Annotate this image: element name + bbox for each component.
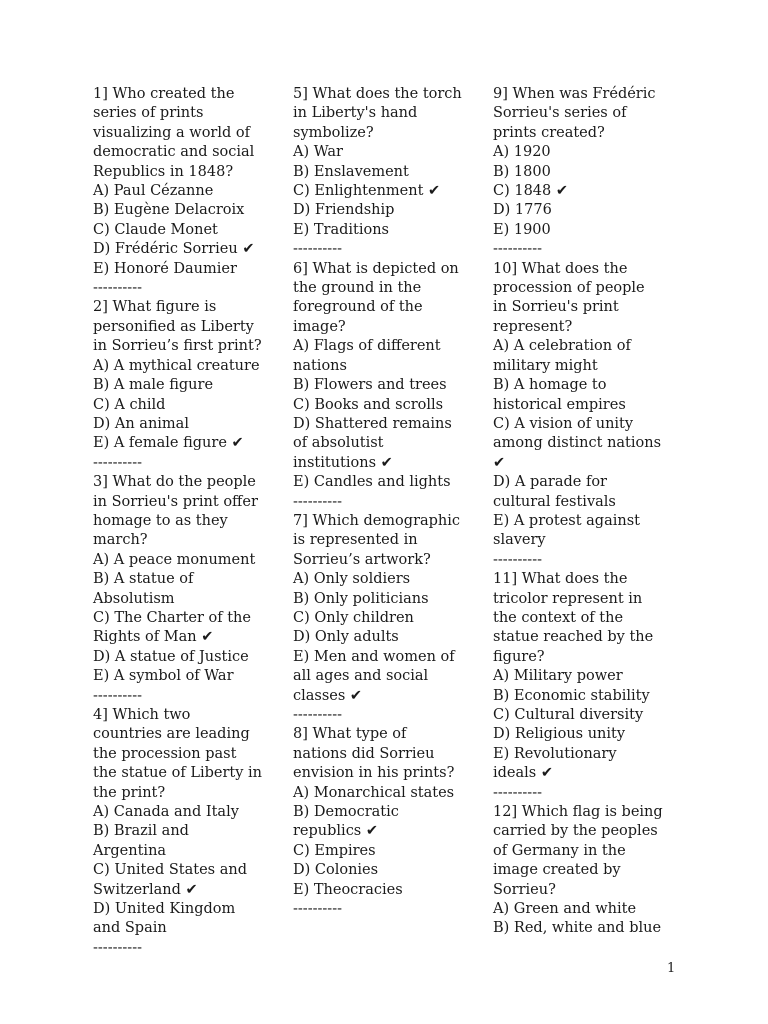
- answer-option: B) Brazil and Argentina: [93, 823, 189, 859]
- answer-option: D) A parade for cultural festivals: [493, 474, 616, 510]
- answer-option: B) Only politicians: [293, 590, 429, 607]
- column-3: [493, 85, 693, 958]
- answer-option: E) 1900: [493, 221, 551, 238]
- answer-option: A) Flags of different nations: [293, 338, 441, 374]
- question-text: 2] What figure is personified as Liberty in Sorrieu’s first print?: [93, 299, 262, 355]
- question-separator: ----------: [93, 939, 142, 956]
- answer-option: A) 1920: [493, 144, 551, 161]
- answer-option: C) The Charter of the Rights of Man ✔: [93, 609, 251, 646]
- question-text: 7] Which demographic is represented in Sorrieu’s artwork?: [293, 512, 461, 568]
- question-text: 3] What do the people in Sorrieu's print offer homage to as they march?: [93, 474, 258, 549]
- answer-option: E) A symbol of War: [93, 668, 234, 685]
- column-2: [293, 85, 493, 958]
- quiz-page-body: [93, 85, 693, 958]
- answer-option: D) United Kingdom and Spain: [93, 901, 236, 937]
- answer-option: C) United States and Switzerland ✔: [93, 862, 247, 898]
- answer-option: A) Canada and Italy: [93, 804, 239, 821]
- answer-option: E) Men and women of all ages and social classes ✔: [293, 648, 455, 704]
- question-text: 5] What does the torch in Liberty's hand symbolize?: [293, 86, 462, 141]
- question-text: 8] What type of nations did Sorrieu envision in his prints?: [293, 726, 455, 782]
- answer-option: A) Monarchical states: [293, 784, 455, 801]
- answer-option: E) A protest against slavery: [493, 512, 640, 549]
- answer-option: B) A male figure: [93, 377, 214, 394]
- question-separator: ----------: [93, 280, 142, 297]
- answer-option: E) Candles and lights: [293, 474, 451, 491]
- answer-option: D) An animal: [93, 415, 189, 432]
- page-number: 1: [667, 961, 676, 976]
- answer-option: B) Red, white and blue: [493, 920, 662, 937]
- answer-option: B) Flowers and trees: [293, 377, 447, 394]
- answer-option: C) Only children: [293, 609, 414, 626]
- answer-option: E) A female figure ✔: [93, 435, 244, 452]
- question-text: 10] What does the procession of people in Sorrieu's print represent?: [493, 260, 645, 335]
- answer-option: D) Religious unity: [493, 726, 626, 743]
- column-1: [93, 85, 293, 958]
- answer-option: B) 1800: [493, 163, 551, 180]
- question-separator: ----------: [93, 687, 142, 704]
- answer-option: D) Only adults: [293, 629, 399, 646]
- answer-option: C) Enlightenment ✔: [293, 183, 441, 200]
- answer-option: D) 1776: [493, 202, 552, 219]
- question-text: 12] Which flag is being carried by the peoples of Germany in the image created by Sorrieu?: [493, 804, 663, 898]
- answer-option: D) Shattered remains of absolutist institutions ✔: [293, 415, 452, 471]
- answer-option: C) Claude Monet: [93, 221, 218, 238]
- answer-option: D) Frédéric Sorrieu ✔: [93, 241, 255, 258]
- answer-option: C) Cultural diversity: [493, 707, 644, 723]
- question-text: 9] When was Frédéric Sorrieu's series of prints created?: [493, 86, 656, 141]
- question-separator: ----------: [293, 707, 342, 723]
- answer-option: A) Paul Cézanne: [93, 183, 214, 200]
- answer-option: C) 1848 ✔: [493, 183, 569, 200]
- answer-option: B) A homage to historical empires: [493, 377, 626, 413]
- answer-option: D) Colonies: [293, 862, 379, 879]
- answer-option: C) A vision of unity among distinct nations ✔: [493, 415, 662, 471]
- answer-option: B) Economic stability: [493, 687, 650, 704]
- answer-option: E) Traditions: [293, 221, 389, 238]
- question-separator: ----------: [293, 493, 342, 510]
- answer-option: D) A statue of Justice: [93, 648, 249, 665]
- question-separator: ----------: [293, 241, 342, 258]
- question-separator: ----------: [93, 454, 142, 471]
- answer-option: E) Revolutionary ideals ✔: [493, 745, 617, 782]
- answer-option: A) Green and white: [493, 901, 637, 918]
- answer-option: A) Only soldiers: [293, 571, 411, 588]
- answer-option: D) Friendship: [293, 202, 395, 219]
- answer-option: C) Empires: [293, 842, 376, 859]
- question-text: 4] Which two countries are leading the procession past the statue of Liberty in the print?: [93, 707, 262, 801]
- answer-option: B) Democratic republics ✔: [293, 804, 399, 840]
- question-separator: ----------: [293, 901, 342, 918]
- answer-option: A) Military power: [493, 668, 623, 685]
- question-separator: ----------: [493, 241, 542, 258]
- answer-option: E) Theocracies: [293, 881, 403, 898]
- question-text: 6] What is depicted on the ground in the foreground of the image?: [293, 260, 459, 335]
- question-text: 11] What does the tricolor represent in the context of the statue reached by the figure?: [493, 571, 654, 665]
- question-separator: ----------: [493, 551, 542, 568]
- question-separator: ----------: [493, 784, 542, 801]
- answer-option: A) A mythical creature: [93, 357, 260, 374]
- question-text: 1] Who created the series of prints visualizing a world of democratic and social Republics in 1848?: [93, 86, 255, 180]
- answer-option: B) Eugène Delacroix: [93, 202, 245, 219]
- answer-option: C) Books and scrolls: [293, 396, 444, 413]
- answer-option: A) A celebration of military might: [493, 338, 631, 374]
- answer-option: A) A peace monument: [93, 551, 256, 568]
- answer-option: A) War: [293, 144, 343, 161]
- answer-option: B) A statue of Absolutism: [93, 571, 194, 607]
- answer-option: E) Honoré Daumier: [93, 260, 237, 277]
- answer-option: C) A child: [93, 396, 166, 413]
- answer-option: B) Enslavement: [293, 163, 409, 180]
